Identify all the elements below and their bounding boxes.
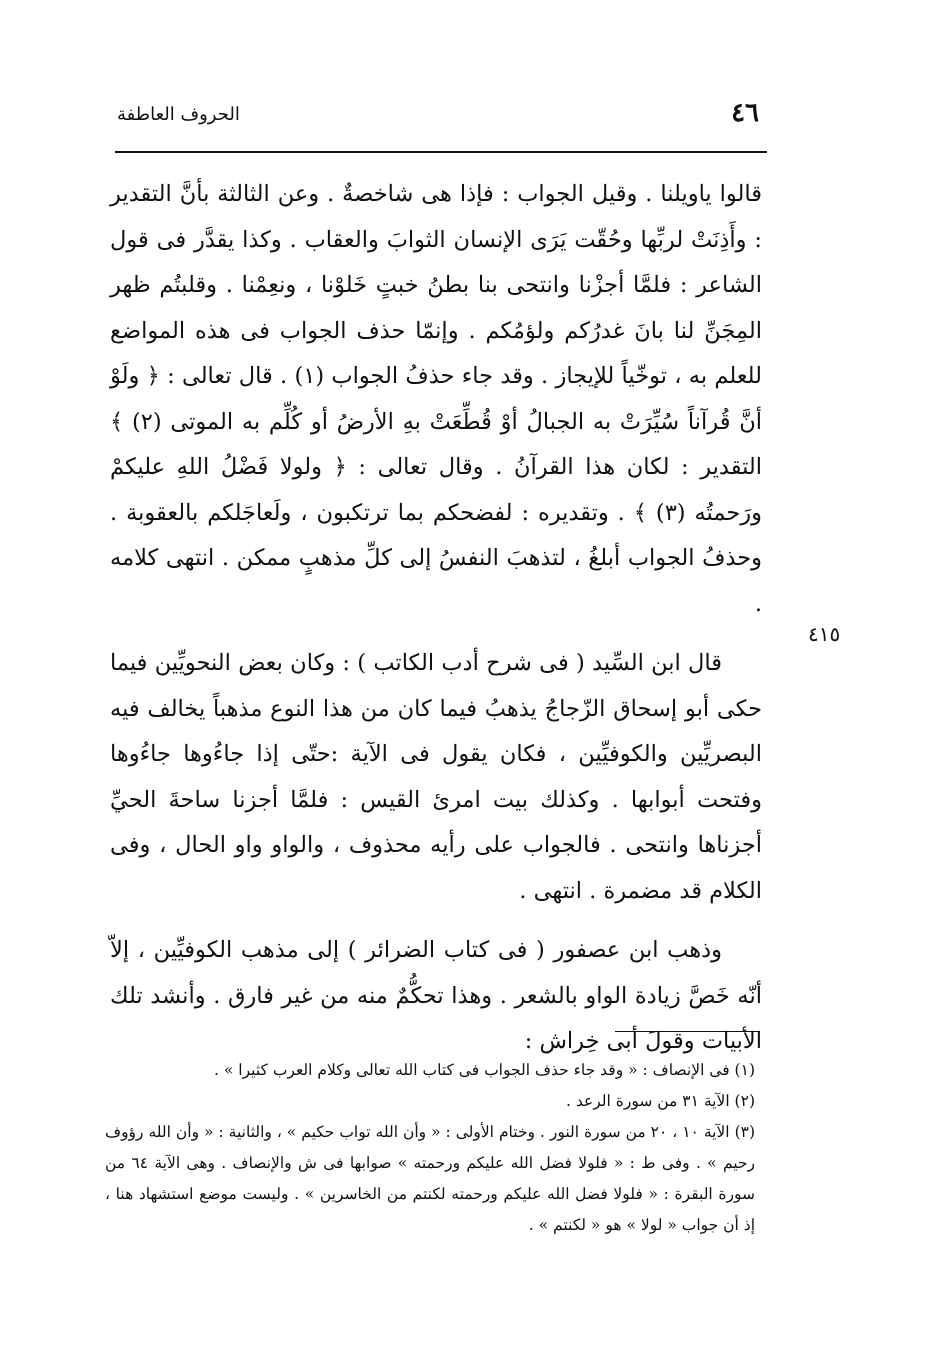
footnotes <box>105 1055 755 1241</box>
header-rule <box>115 151 767 153</box>
running-title: الحروف العاطفة <box>117 104 240 125</box>
footnote: (٣) الآية ١٠ ، ٢٠ من سورة النور . وختام الأولى : « وأن الله تواب حكيم » ، والثانية : « وأن الله رؤوف رحيم » . وفى ط : « فلولا فضل الله عليكم ورحمته » صوابها فى ش والإنصاف . وهى الآية ٦٤ من سورة البقرة : « فلولا فضل الله عليكم ورحمته لكنتم من الخاسرين » . وليست موضع استشهاد هنا ، إذ أن جواب « لولا » هو « لكنتم » . <box>105 1123 756 1234</box>
page-number: ٤٦ <box>731 98 759 128</box>
paragraph: قالوا ياويلنا . وقيل الجواب : فإذا هى شاخصةٌ . وعن الثالثة بأنَّ التقدير : وأَذِنَتْ لربِّها وحُقّت يَرَى الإنسان الثوابَ والعقاب . وكذا يقدَّر فى قول الشاعر : فلمَّا أجزْنا وانتحى بنا بطنُ خبتٍ خَلوْنا ، ونعِمْنا . وقلبتُم ظهر المِجَنِّ لنا بانَ غدرُكم ولؤمُكم . وإنمّا حذف الجواب فى هذه المواضع للعلم به ، توخّياً للإيجاز . وقد جاء حذفُ الجواب (١) . قال تعالى : ﴿ ولَوْ أنَّ قُرآناً سُيِّرَتْ به الجبالُ أوْ قُطِّعَتْ بهِ الأرضُ أو كُلِّم به الموتى (٢) ﴾ التقدير : لكان هذا القرآنُ . وقال تعالى : ﴿ ولولا فَضْلُ اللهِ عليكمْ ورَحمتُه (٣) ﴾ . وتقديره : لفضحكم بما ترتكبون ، ولَعاجَلكم بالعقوبة . وحذفُ الجواب أبلغُ ، لتذهبَ النفسُ إلى كلِّ مذهبٍ ممكن . انتهى كلامه . <box>110 181 762 617</box>
footnote: (٢) الآية ٣١ من سورة الرعد . <box>565 1092 755 1110</box>
paragraph: قال ابن السِّيد ( فى شرح أدب الكاتب ) : وكان بعض النحويِّين فيما حكى أبو إسحاق الزّجاجُ يذهبُ فيما كان من هذا النوع مذهباً يخالف فيه البصريِّين والكوفيِّين ، فكان يقول فى الآية :حتّى إذا جاءُوها جاءُوها وفتحت أبوابها . وكذلك بيت امرئ القيس : فلمَّا أجزنا ساحةَ الحيِّ أجزناها وانتحى . فالجواب على رأيه محذوف ، والواو واو الحال ، وفى الكلام قد مضمرة . انتهى . <box>110 650 762 904</box>
running-head <box>115 98 765 138</box>
footnote-rule <box>615 1031 760 1032</box>
paragraph: وذهب ابن عصفور ( فى كتاب الضرائر ) إلى مذهب الكوفيِّين ، إلاّ أنّه خَصَّ زيادة الواو بالشعر . وهذا تحكُّمٌ منه من غير فارق . وأنشد تلك الأبيات وقولَ أبى خِراش : <box>110 937 762 1054</box>
main-text <box>110 172 762 1065</box>
footnote: (١) فى الإنصاف : « وقد جاء حذف الجواب فى كتاب الله تعالى وكلام العرب كثيرا » . <box>214 1061 755 1079</box>
margin-reference-number: ٤١٥ <box>808 622 841 646</box>
